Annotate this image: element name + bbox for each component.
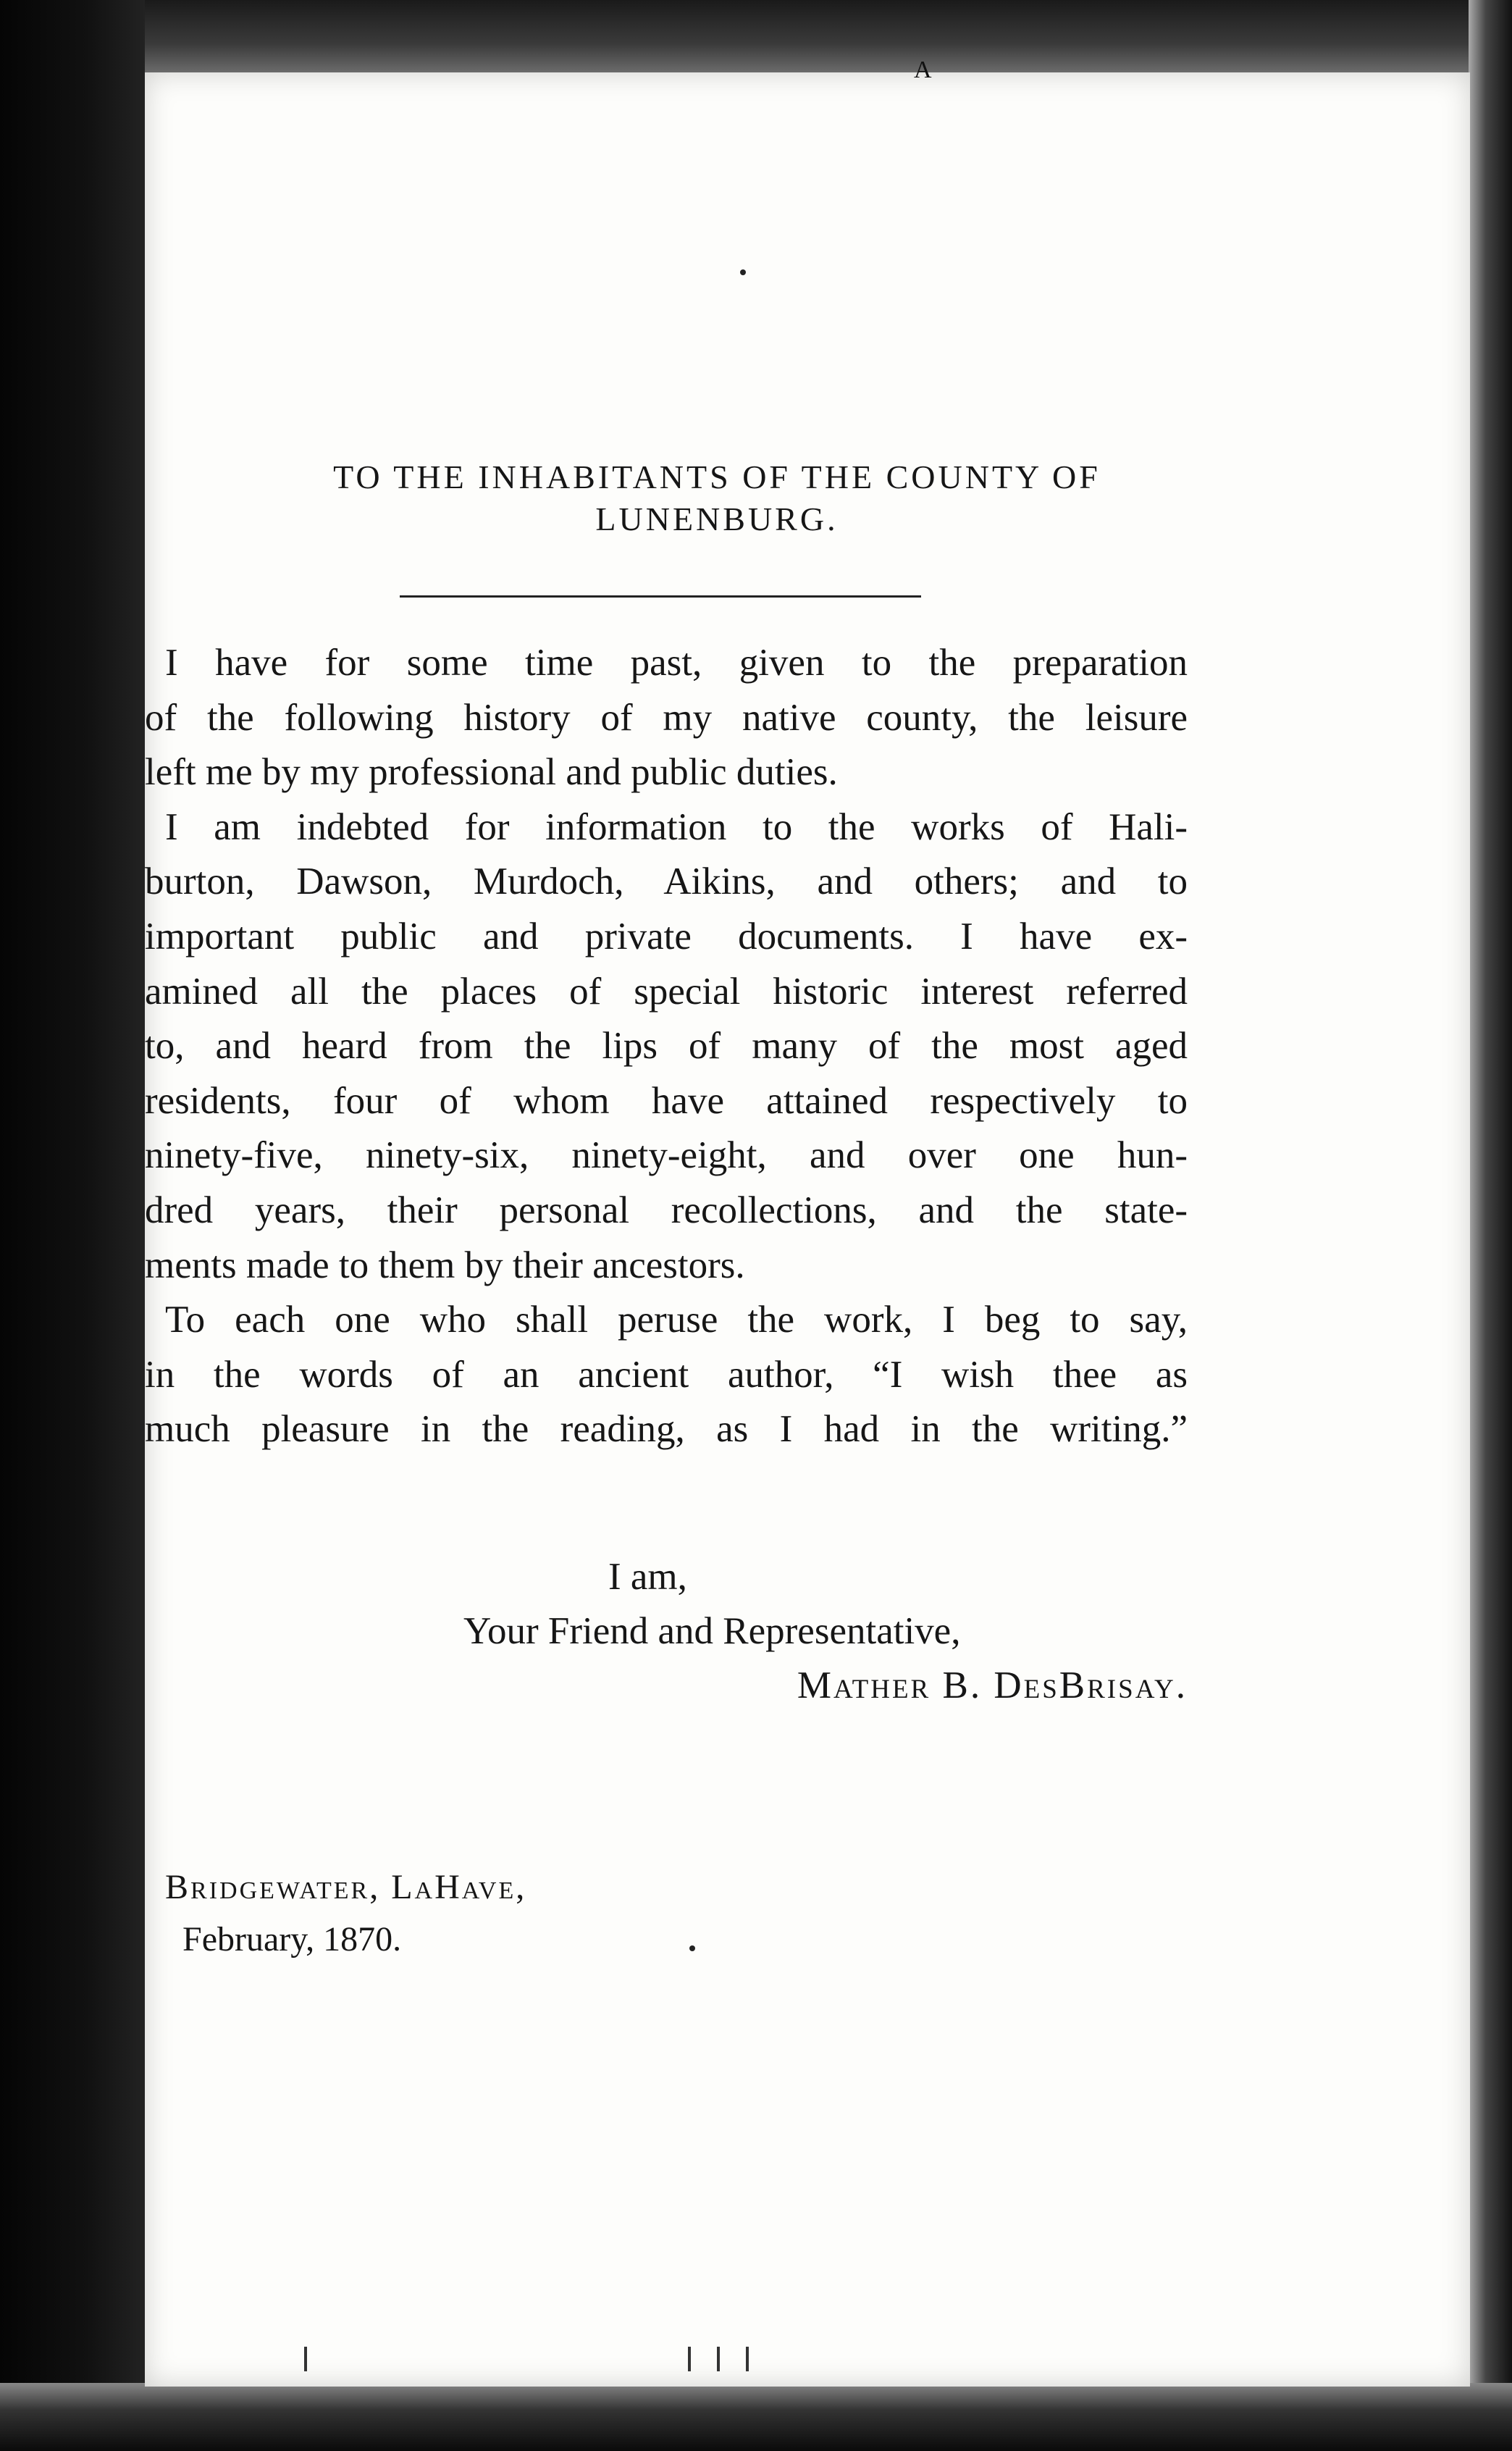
place-date: February, 1870.	[182, 1920, 402, 1958]
body-line: to, and heard from the lips of many of the most aged	[145, 1025, 1188, 1068]
scan-edge-top	[0, 0, 1512, 80]
paper-page	[145, 56, 1470, 2387]
body-line: of the following history of my native county, the leisure	[145, 696, 1188, 739]
body-line: amined all the places of special historic interest referred	[145, 970, 1188, 1013]
body-line: To each one who shall peruse the work, I beg to say,	[165, 1299, 1188, 1341]
body-line: ninety-five, ninety-six, ninety-eight, and over one hun-	[145, 1134, 1188, 1177]
scan-edge-bottom	[0, 2383, 1512, 2451]
body-line: ments made to them by their ancestors.	[145, 1244, 745, 1286]
bottom-edge-marks	[217, 2332, 1448, 2376]
top-mark: A	[914, 56, 932, 83]
heading-line-1: TO THE INHABITANTS OF THE COUNTY OF	[333, 458, 1101, 495]
heading-line-2: LUNENBURG.	[595, 500, 839, 537]
body-line: I am indebted for information to the works of Hali-	[165, 805, 1188, 848]
edge-tick-mark	[304, 2347, 307, 2371]
place-date-block	[165, 1861, 526, 1966]
dedication-heading	[181, 456, 1253, 540]
dedication-body	[145, 636, 1188, 1457]
body-line: dred years, their personal recollections, and the state-	[145, 1189, 1188, 1231]
body-line: residents, four of whom have attained respectively to	[145, 1079, 1188, 1122]
body-line: in the words of an ancient author, “I wish thee as	[145, 1353, 1188, 1396]
edge-tick-mark	[688, 2347, 691, 2371]
closing-friend: Your Friend and Representative,	[463, 1610, 961, 1652]
speck-mark	[740, 269, 746, 275]
body-line: much pleasure in the reading, as I had in the writing.”	[145, 1408, 1188, 1451]
author-signature: Mather B. DesBrisay.	[797, 1664, 1188, 1706]
place-location: Bridgewater, LaHave,	[165, 1868, 527, 1906]
speck-mark	[689, 1945, 695, 1951]
body-line: burton, Dawson, Murdoch, Aikins, and others; and to	[145, 860, 1188, 903]
body-line: important public and private documents. I have ex-	[145, 915, 1188, 958]
body-line: I have for some time past, given to the preparation	[165, 642, 1188, 684]
heading-divider	[400, 595, 921, 598]
closing-block	[145, 1550, 1188, 1713]
body-line: left me by my professional and public duties.	[145, 751, 838, 794]
scan-edge-left	[0, 0, 145, 2451]
scan-edge-right	[1469, 0, 1512, 2451]
edge-tick-mark	[717, 2347, 720, 2371]
closing-i-am: I am,	[608, 1556, 687, 1598]
edge-tick-mark	[746, 2347, 749, 2371]
